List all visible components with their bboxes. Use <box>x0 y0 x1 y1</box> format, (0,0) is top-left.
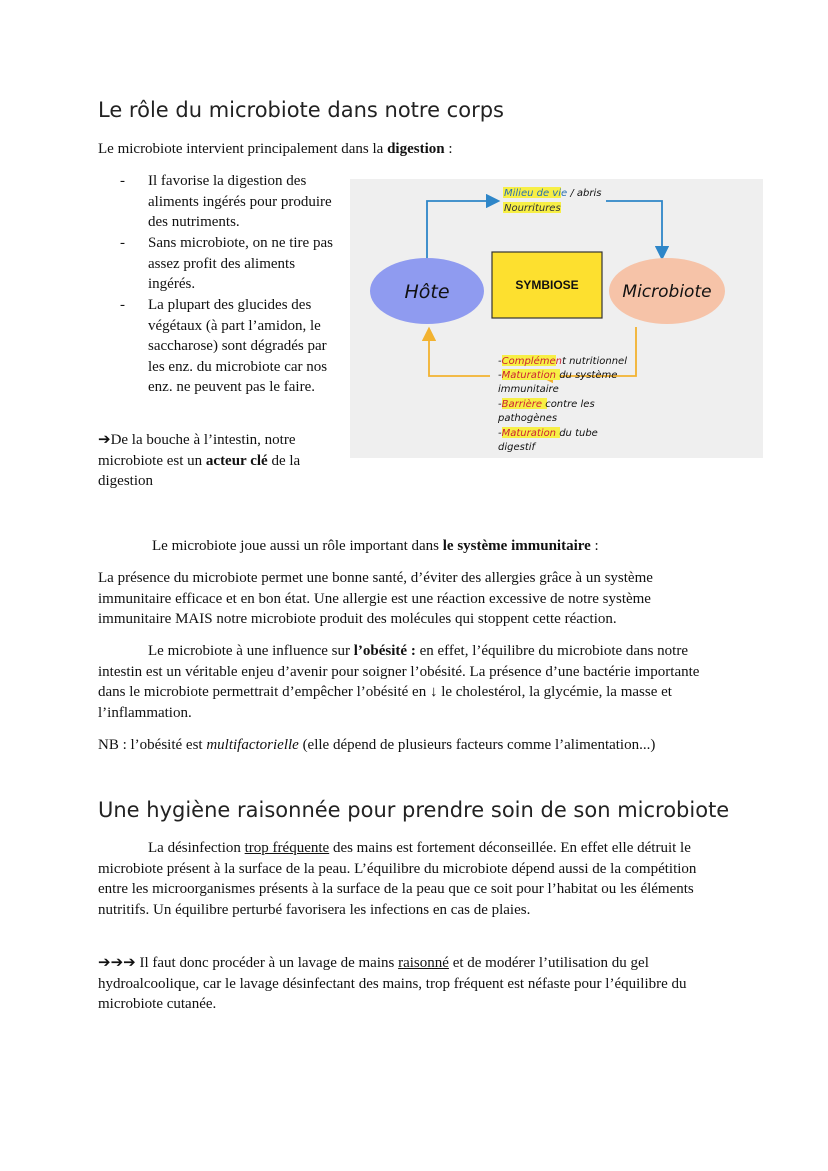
top-label-line1 <box>504 188 601 199</box>
bullet-text: La plupart des glucides des végétaux (à part l’amidon, le saccharose) sont dégradés par les enz. du microbiote car nos enz. ne peuvent pas le faire. <box>148 297 328 396</box>
section-title-hygiene: Une hygiène raisonnée pour prendre soin de son microbiote <box>98 798 730 822</box>
bottom-label-line <box>498 355 627 367</box>
bottom-label-line: digestif <box>498 442 536 453</box>
symbiose-label: SYMBIOSE <box>515 278 579 292</box>
obesity-paragraph <box>98 641 730 723</box>
obesity-text: Le microbiote à une influence sur <box>148 643 354 659</box>
bottom-label-rest: t nutritionnel <box>561 356 627 367</box>
intro-text: Le microbiote intervient principalement dans la <box>98 141 388 157</box>
conclusion-text: ➔De la bouche à l’intestin, notre microbiote est un <box>98 432 296 469</box>
bottom-label-line <box>498 369 617 381</box>
hygiene-underline: trop fréquente <box>244 840 330 856</box>
conclusion-bold: acteur clé <box>205 452 268 469</box>
bottom-label-rest: du système <box>556 370 618 381</box>
microbiote-label: Microbiote <box>622 282 712 302</box>
bottom-arrow-left <box>429 332 490 376</box>
hygiene-conclusion <box>98 953 728 1015</box>
immune-intro <box>152 536 752 557</box>
obesity-text-end: en effet, l’équilibre du microbiote dans notre intestin est un véritable enjeu d’avenir pour soigner l’obésité. La présence d’une bactérie importante dans le microbiote permettrait d’empêcher l’obésité en ↓ le cholestérol, la glycémie, la masse et l’inflammation. <box>98 643 700 721</box>
conclusion-end: de la digestion <box>98 452 301 490</box>
bullet-dash: - <box>120 297 125 313</box>
bullet-list-item <box>120 233 340 295</box>
bottom-label-dash: - <box>498 356 502 367</box>
bottom-label-highlight: Maturation <box>501 370 557 381</box>
top-arrow-left <box>427 201 495 259</box>
hygiene-text: La désinfection <box>148 840 245 856</box>
bullet-dash: - <box>120 173 125 189</box>
nb-note <box>98 735 738 756</box>
nb-text-end: (elle dépend de plusieurs facteurs comme l’alimentation...) <box>298 737 656 753</box>
intro-paragraph <box>98 139 738 160</box>
hygiene-conclusion-end: et de modérer l’utilisation du gel hydroalcoolique, car le lavage désinfectant des mains, trop fréquent est néfaste pour l’équilibre du microbiote cutanée. <box>98 955 687 1013</box>
bullet-text: Sans microbiote, on ne tire pas assez profit des aliments ingérés. <box>148 235 333 293</box>
bottom-label-highlight: Barrière <box>501 399 543 410</box>
top-label-highlight: Milieu de vie <box>504 188 568 199</box>
bottom-label-line: immunitaire <box>498 384 559 395</box>
hygiene-paragraph <box>98 838 724 920</box>
immune-paragraph: La présence du microbiote permet une bonne santé, d’éviter des allergies grâce à un système immunitaire efficace et en bon état. Une allergie est une réaction excessive de notre système immunitaire MAIS notre microbiote produit des molécules qui stoppent cette réaction. <box>98 570 653 628</box>
section-title-role: Le rôle du microbiote dans notre corps <box>98 98 504 122</box>
bullet-list-item <box>120 295 340 398</box>
nb-italic: multifactorielle <box>206 737 299 753</box>
hygiene-conclusion-underline: raisonné <box>398 955 449 971</box>
immune-intro-text: Le microbiote joue aussi un rôle important dans <box>152 538 443 554</box>
bullet-text: Il favorise la digestion des aliments ingérés pour produire des nutriments. <box>148 173 332 231</box>
top-label-rest: / abris <box>567 188 602 199</box>
obesity-bold: l’obésité : <box>353 643 416 659</box>
bottom-label-dash: - <box>498 428 502 439</box>
bottom-label-line <box>498 428 598 439</box>
bottom-label-line: pathogènes <box>498 413 558 424</box>
bottom-label-highlight: Complémen <box>501 356 562 367</box>
bullet-dash: - <box>120 235 125 251</box>
digestion-conclusion <box>98 430 334 492</box>
symbiosis-diagram <box>350 179 763 458</box>
diagram-canvas <box>350 179 763 458</box>
top-label-line2: Nourritures <box>504 203 561 214</box>
immune-intro-colon: : <box>590 538 599 554</box>
top-arrow-right <box>606 201 662 255</box>
immune-intro-bold: le système immunitaire <box>442 538 591 554</box>
bottom-arrow-right <box>544 327 636 376</box>
intro-bold: digestion <box>387 141 445 157</box>
host-label: Hôte <box>404 281 450 303</box>
intro-colon: : <box>444 141 453 157</box>
hygiene-text-end: des mains est fortement déconseillée. En effet elle détruit le microbiote présent à la surface de la peau. L’équilibre du microbiote dépend aussi de la compétition entre les microorganismes présents à la surface de la peau que ce soit pour l’habitat ou les éléments nutritifs. Un équilibre perturbé favorisera les infections en cas de plaies. <box>98 840 697 918</box>
bottom-label-rest: contre les <box>542 399 595 410</box>
bottom-label-dash: - <box>498 399 502 410</box>
nb-text: NB : l’obésité est <box>98 737 207 753</box>
hygiene-conclusion-text: ➔➔➔ Il faut donc procéder à un lavage de mains <box>98 955 399 971</box>
bottom-label-rest: du tube <box>556 428 598 439</box>
bottom-label-line <box>498 398 595 410</box>
bottom-label-highlight: Maturation <box>501 428 557 439</box>
bullet-list-item <box>120 171 340 233</box>
bottom-label-dash: - <box>498 370 502 381</box>
